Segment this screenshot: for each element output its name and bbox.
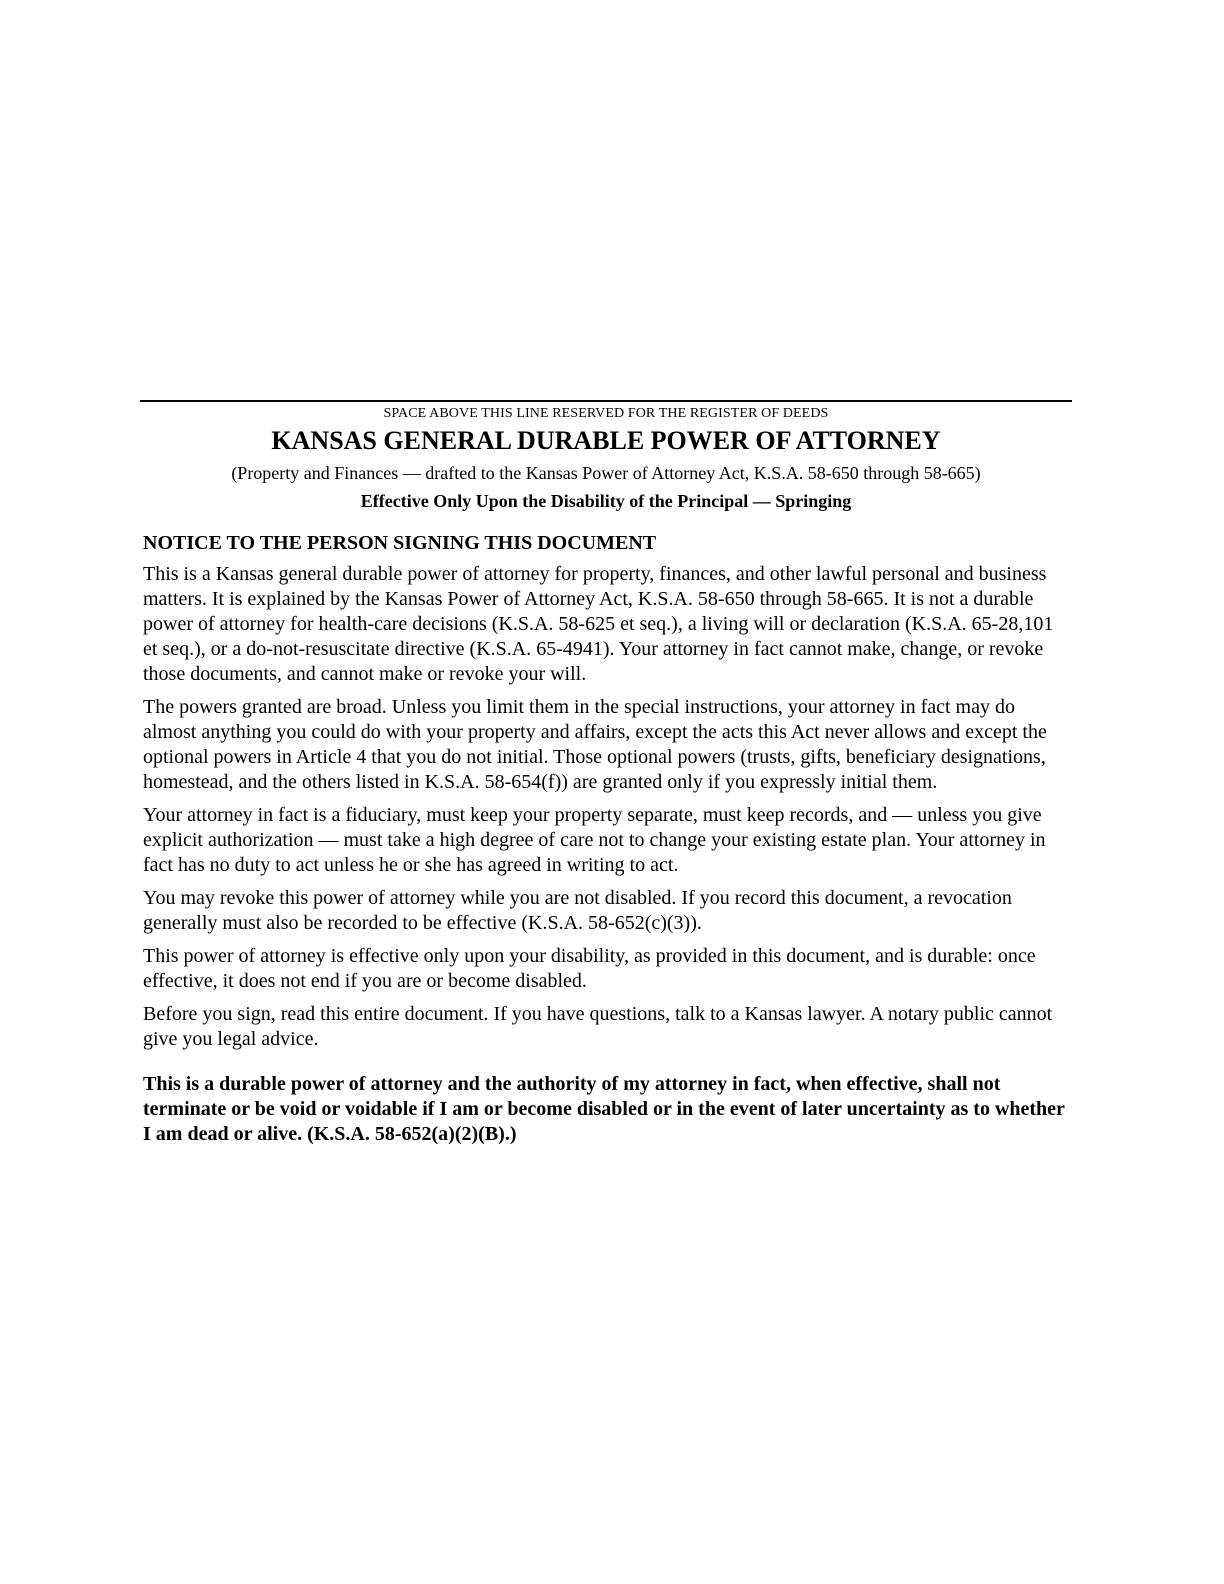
notice-heading: NOTICE TO THE PERSON SIGNING THIS DOCUMENT bbox=[143, 532, 657, 554]
notice-paragraph: This is a Kansas general durable power of attorney for property, finances, and other lawful personal and business matters. It is explained by the Kansas Power of Attorney Act, K.S.A. 58-650 through 58-665. It is not a durable power of attorney for health-care decisions (K.S.A. 58-625 et seq.), a living will or declaration (K.S.A. 65-28,101 et seq.), or a do-not-resuscitate directive (K.S.A. 65-4941). Your attorney in fact cannot make, change, or revoke those documents, and cannot make or revoke your will. bbox=[143, 563, 1054, 685]
effective-condition-line: Effective Only Upon the Disability of the Principal — Springing bbox=[360, 491, 852, 511]
document-title: KANSAS GENERAL DURABLE POWER OF ATTORNEY bbox=[271, 426, 941, 455]
document-page bbox=[140, 400, 1072, 1147]
notice-paragraph: The powers granted are broad. Unless you limit them in the special instructions, your attorney in fact may do almost anything you could do with your property and affairs, except the acts this Act never allows and except the optional powers in Article 4 that you do not initial. Those optional powers (trusts, gifts, beneficiary designations, homestead, and the others listed in K.S.A. 58-654(f)) are granted only if you expressly initial them. bbox=[143, 696, 1047, 793]
notice-paragraph: This power of attorney is effective only upon your disability, as provided in this document, and is durable: once effective, it does not end if you are or become disabled. bbox=[143, 945, 1036, 992]
notice-paragraph: Your attorney in fact is a fiduciary, must keep your property separate, must keep records, and — unless you give explicit authorization — must take a high degree of care not to change your existing estate plan. Your attorney in fact has no duty to act unless he or she has agreed in writing to act. bbox=[143, 804, 1046, 876]
notice-paragraph: You may revoke this power of attorney while you are not disabled. If you record this document, a revocation generally must also be recorded to be effective (K.S.A. 58-652(c)(3)). bbox=[143, 887, 1012, 934]
notice-section bbox=[140, 530, 1069, 1147]
notice-paragraph: Before you sign, read this entire document. If you have questions, talk to a Kansas lawyer. A notary public cannot give you legal advice. bbox=[143, 1003, 1053, 1050]
register-of-deeds-line bbox=[140, 400, 1072, 402]
reserved-space-label: SPACE ABOVE THIS LINE RESERVED FOR THE REGISTER OF DEEDS bbox=[383, 406, 829, 421]
durable-statement: This is a durable power of attorney and the authority of my attorney in fact, when effective, shall not terminate or be void or voidable if I am or become disabled or in the event of later uncertainty as to whether I am dead or alive. (K.S.A. 58-652(a)(2)(B).) bbox=[143, 1073, 1065, 1145]
document-subtitle: (Property and Finances — drafted to the Kansas Power of Attorney Act, K.S.A. 58-650 through 58-665) bbox=[231, 463, 981, 483]
